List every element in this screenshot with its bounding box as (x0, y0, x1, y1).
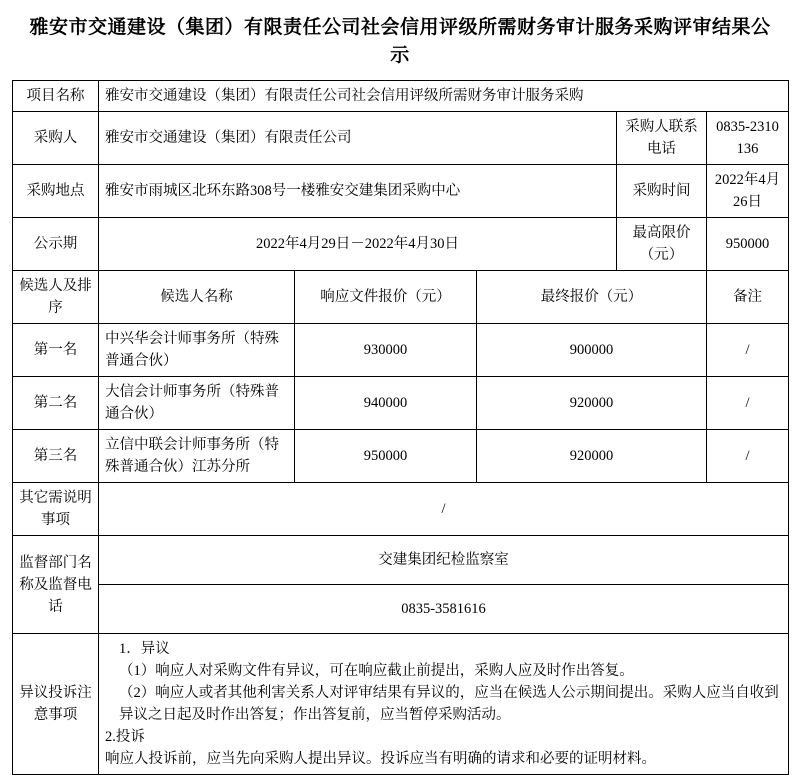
candidate-name: 立信中联会计师事务所（特殊普通合伙）江苏分所 (99, 430, 295, 483)
table-row-supervision-phone (13, 585, 789, 634)
candidate-response-price: 950000 (295, 430, 477, 483)
table-row-complaint (13, 634, 789, 775)
table-row-purchase-place (13, 165, 789, 218)
publicity-period-value: 2022年4月29日－2022年4月30日 (99, 218, 617, 271)
other-matters-label: 其它需说明事项 (13, 483, 99, 536)
purchaser-label: 采购人 (13, 112, 99, 165)
purchase-place-label: 采购地点 (13, 165, 99, 218)
candidate-response-price: 930000 (295, 324, 477, 377)
candidate-name: 中兴华会计师事务所（特殊普通合伙） (99, 324, 295, 377)
complaint-notes (99, 634, 789, 775)
max-price-value: 950000 (707, 218, 789, 271)
candidate-rank: 第二名 (13, 377, 99, 430)
table-row-other-matters (13, 483, 789, 536)
complaint-line-3: （2）响应人或者其他利害关系人对评审结果有异议的，应当在候选人公示期间提出。采购人应当自收到异议之日起及时作出答复；作出答复前，应当暂停采购活动。 (119, 685, 779, 723)
remark-label: 备注 (707, 271, 789, 324)
final-price-label: 最终报价（元） (477, 271, 707, 324)
complaint-line-5: 响应人投诉前，应当先向采购人提出异议。投诉应当有明确的请求和必要的证明材料。 (105, 751, 656, 767)
announcement-table (12, 80, 789, 775)
candidate-name-label: 候选人名称 (99, 271, 295, 324)
complaint-line-2: （1）响应人对采购文件有异议，可在响应截止前提出，采购人应及时作出答复。 (119, 663, 634, 679)
purchaser-phone-value: 0835-2310136 (707, 112, 789, 165)
supervision-dept-value: 交建集团纪检监察室 (99, 536, 789, 585)
purchase-time-value: 2022年4月26日 (707, 165, 789, 218)
candidate-rank: 第三名 (13, 430, 99, 483)
table-row-candidate-header (13, 271, 789, 324)
candidate-remark: / (707, 430, 789, 483)
candidate-final-price: 900000 (477, 324, 707, 377)
candidate-remark: / (707, 324, 789, 377)
complaint-label: 异议投诉注意事项 (13, 634, 99, 775)
table-row (13, 430, 789, 483)
supervision-phone-value: 0835-3581616 (99, 585, 789, 634)
max-price-label: 最高限价（元） (617, 218, 707, 271)
purchase-place-value: 雅安市雨城区北环东路308号一楼雅安交建集团采购中心 (99, 165, 617, 218)
other-matters-value: / (99, 483, 789, 536)
response-price-label: 响应文件报价（元） (295, 271, 477, 324)
table-row-supervision-dept (13, 536, 789, 585)
publicity-period-label: 公示期 (13, 218, 99, 271)
project-name-value: 雅安市交通建设（集团）有限责任公司社会信用评级所需财务审计服务采购 (99, 81, 789, 112)
purchaser-phone-label: 采购人联系电话 (617, 112, 707, 165)
candidate-name: 大信会计师事务所（特殊普通合伙） (99, 377, 295, 430)
supervision-label: 监督部门名称及监督电话 (13, 536, 99, 634)
candidate-response-price: 940000 (295, 377, 477, 430)
complaint-line-4: 2.投诉 (105, 729, 145, 745)
table-row (13, 324, 789, 377)
table-row-publicity-period (13, 218, 789, 271)
table-row-purchaser (13, 112, 789, 165)
candidate-remark: / (707, 377, 789, 430)
project-name-label: 项目名称 (13, 81, 99, 112)
table-row (13, 377, 789, 430)
purchase-time-label: 采购时间 (617, 165, 707, 218)
candidate-final-price: 920000 (477, 377, 707, 430)
purchaser-value: 雅安市交通建设（集团）有限责任公司 (99, 112, 617, 165)
table-row-project-name (13, 81, 789, 112)
candidate-rank-label: 候选人及排序 (13, 271, 99, 324)
candidate-final-price: 920000 (477, 430, 707, 483)
candidate-rank: 第一名 (13, 324, 99, 377)
complaint-line-1: 1．异议 (119, 641, 170, 657)
page-title: 雅安市交通建设（集团）有限责任公司社会信用评级所需财务审计服务采购评审结果公示 (29, 17, 771, 66)
